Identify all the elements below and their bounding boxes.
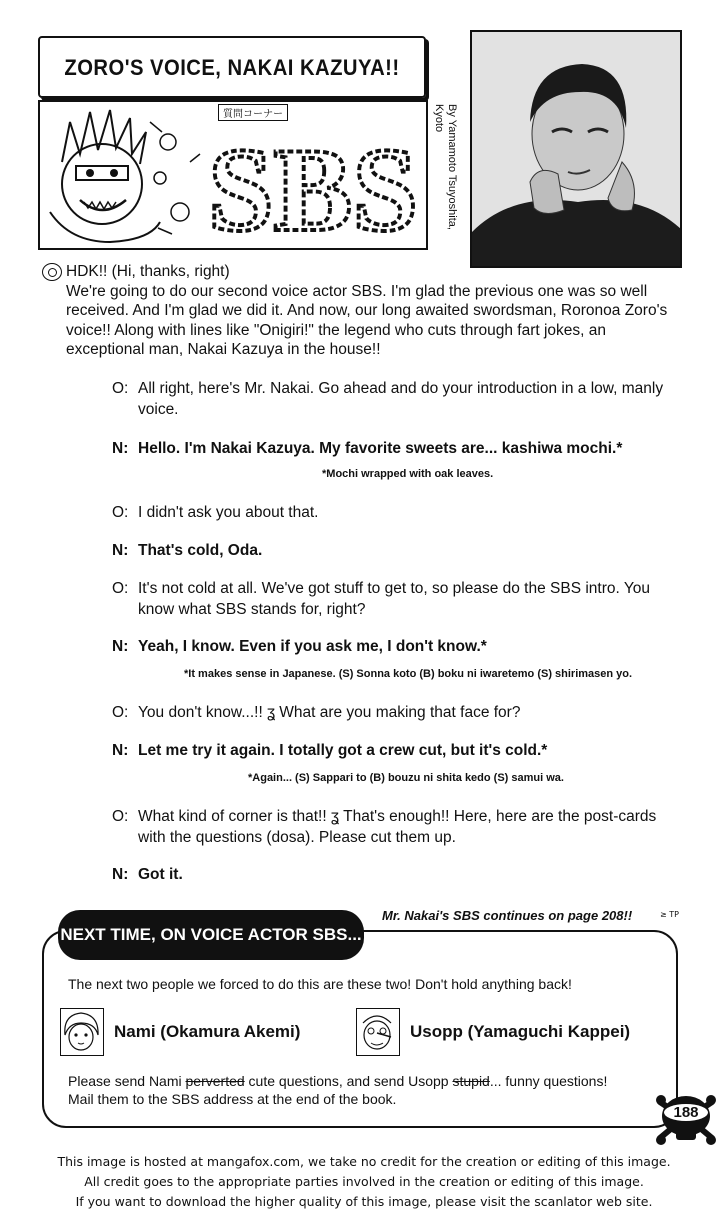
next-time-heading: NEXT TIME, ON VOICE ACTOR SBS... <box>60 925 362 944</box>
page-title: ZORO'S VOICE, NAKAI KAZUYA!! <box>64 55 400 80</box>
speaker-label: O: <box>112 580 129 597</box>
dialog-text: Got it. <box>138 866 183 883</box>
cast-name: Nami (Okamura Akemi) <box>114 1022 301 1041</box>
spiral-icon <box>42 263 62 281</box>
speaker-label: N: <box>112 742 129 759</box>
usopp-portrait-icon <box>356 1008 400 1056</box>
title-box <box>38 36 426 98</box>
dialog-line <box>112 578 682 620</box>
dialog-line <box>112 540 682 561</box>
continues-note: Mr. Nakai's SBS continues on page 208!! <box>382 908 633 923</box>
dialog-text: That's cold, Oda. <box>138 542 263 559</box>
speaker-label: O: <box>112 704 129 721</box>
page-mark: ≥ TP <box>660 910 679 919</box>
sweat-mark-icon: ʓ <box>330 808 340 825</box>
struck-word: perverted <box>185 1073 245 1089</box>
sweat-mark-icon: ʓ <box>266 704 276 721</box>
dialog-text: Yeah, I know. Even if you ask me, I don't know.* <box>138 638 487 655</box>
struck-word: stupid <box>452 1073 490 1089</box>
dialog-text: That's enough!! Here, here are the post-cards with the questions (dosa). Please cut them up. <box>138 808 657 846</box>
dialog-line <box>112 636 682 657</box>
banner-credit: By Yamamoto Tsuyoshita, Kyoto <box>433 104 458 230</box>
page-number-skull <box>656 1088 716 1146</box>
sbs-banner <box>38 100 428 250</box>
cast-name: Usopp (Yamaguchi Kappei) <box>410 1022 631 1041</box>
sbs-logo-text: SBS <box>208 123 418 252</box>
dialog-text: Let me try it again. I totally got a crew cut, but it's cold.* <box>138 742 548 759</box>
hdk-line <box>42 262 672 282</box>
footer-line: This image is hosted at mangafox.com, we take no credit for the creation or editing of this image. <box>57 1154 671 1169</box>
voice-actor-photo <box>470 30 682 268</box>
next-lead: The next two people we forced to do this are these two! Don't hold anything back! <box>68 976 572 992</box>
dialog-line <box>112 378 682 420</box>
dialog-text: I didn't ask you about that. <box>138 504 319 521</box>
sbs-logo <box>40 102 428 250</box>
portrait-image <box>472 32 682 268</box>
dialog-line <box>112 806 682 848</box>
speaker-label: N: <box>112 440 129 457</box>
hosting-footer <box>0 1152 728 1212</box>
speaker-label: O: <box>112 808 129 825</box>
footnote: *Mochi wrapped with oak leaves. <box>322 468 494 480</box>
dialog-line <box>112 438 682 459</box>
speaker-label: N: <box>112 542 129 559</box>
dialog-text: You don't know...!! <box>138 704 263 721</box>
page-number: 188 <box>664 1104 708 1121</box>
next-closing: Please send Nami perverted cute questions, and send Usopp stupid... funny questions! Mail them to the SBS address at the end of the book. <box>68 1073 608 1107</box>
dialog-line <box>112 702 682 723</box>
dialog-line <box>112 502 682 523</box>
nami-portrait-icon <box>60 1008 104 1056</box>
dialog-text: What kind of corner is that!! <box>138 808 327 825</box>
speaker-label: O: <box>112 504 129 521</box>
speaker-label: N: <box>112 638 129 655</box>
speaker-label: N: <box>112 866 129 883</box>
dialog-line <box>112 864 682 885</box>
corner-tag: 質問コーナー <box>218 104 288 121</box>
footnote: *It makes sense in Japanese. (S) Sonna koto (B) boku ni iwaretemo (S) shirimasen yo. <box>184 668 633 680</box>
footer-line: If you want to download the higher quality of this image, please visit the scanlator web site. <box>75 1194 653 1209</box>
speaker-label: O: <box>112 380 129 397</box>
dialog-text: It's not cold at all. We've got stuff to get to, so please do the SBS intro. You know what SBS stands for, right? <box>138 580 650 618</box>
dialog-text: Hello. I'm Nakai Kazuya. My favorite sweets are... kashiwa mochi.* <box>138 440 623 457</box>
footer-line: All credit goes to the appropriate parties involved in the creation or editing of this image. <box>84 1174 644 1189</box>
dialog-line <box>112 740 682 761</box>
next-time-heading-tab <box>58 910 364 960</box>
footnote: *Again... (S) Sappari to (B) bouzu ni shita kedo (S) samui wa. <box>248 772 564 784</box>
intro-body: We're going to do our second voice actor SBS. I'm glad the previous one was so well received. And I'm glad we did it. And now, our long awaited swordsman, Roronoa Zoro's voice!! Along with lines like "Onigiri!" the legend who cuts through fart jokes, an exceptional man, Nakai Kazuya in the house!! <box>66 282 668 358</box>
hdk-text: HDK!! (Hi, thanks, right) <box>66 263 230 280</box>
cast-usopp <box>356 1008 630 1056</box>
intro-section <box>42 262 672 360</box>
cast-nami <box>60 1008 300 1056</box>
dialog-text: All right, here's Mr. Nakai. Go ahead and do your introduction in a low, manly voice. <box>138 380 664 418</box>
dialog-text: What are you making that face for? <box>279 704 521 721</box>
